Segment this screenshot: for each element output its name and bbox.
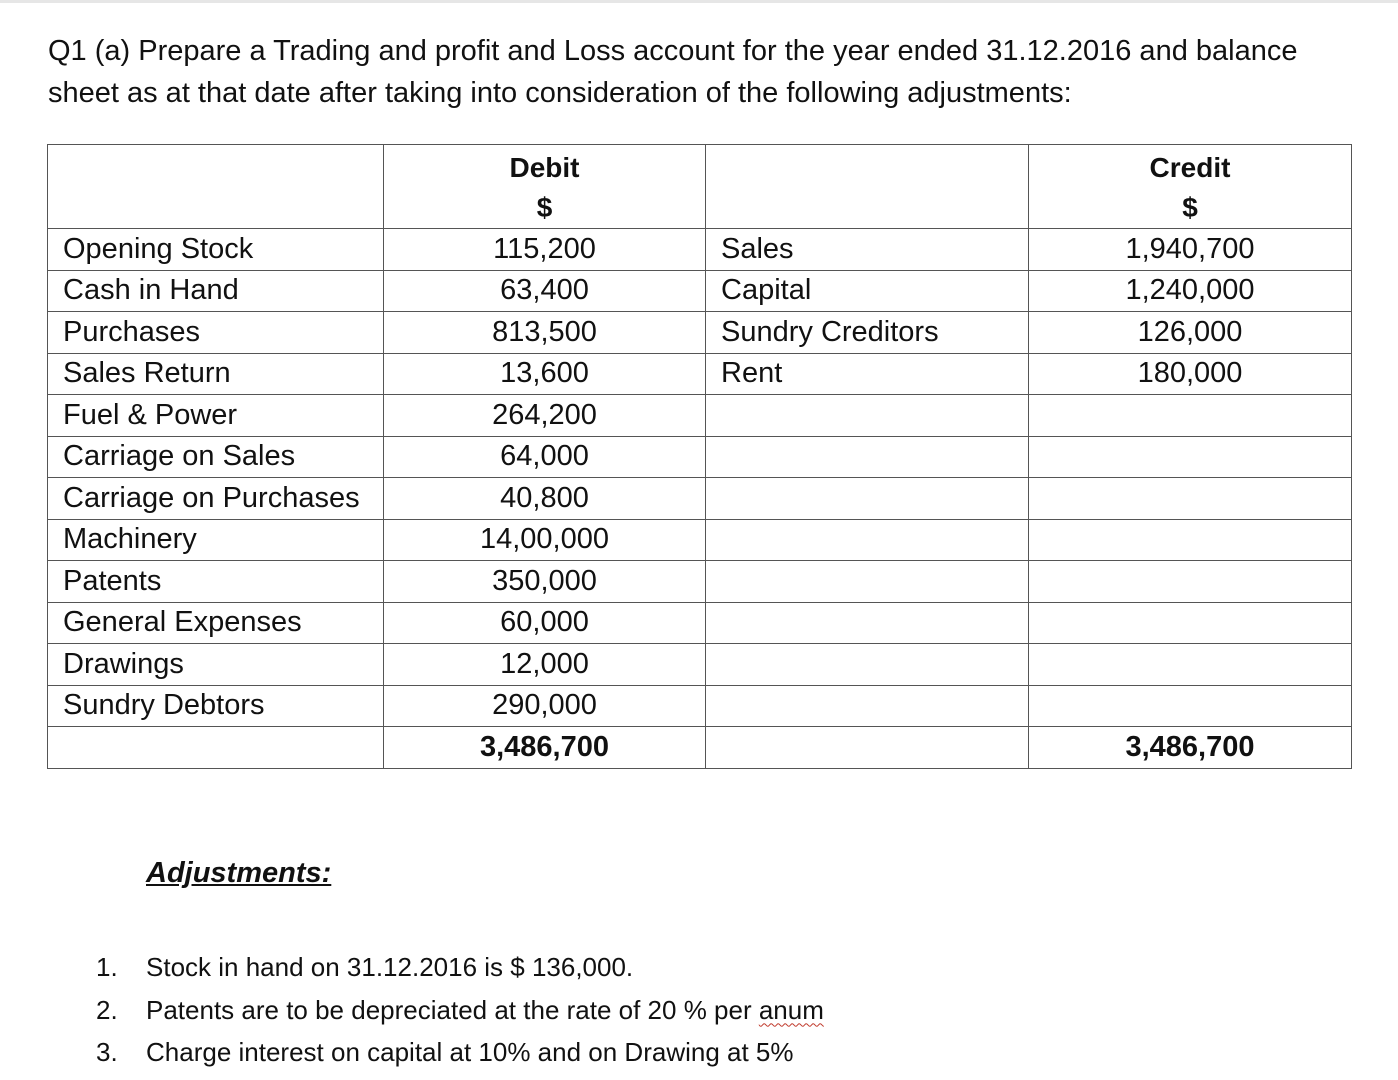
- debit-account-name: Patents: [48, 561, 384, 603]
- adjustment-item: [96, 989, 824, 1032]
- credit-account-name: [706, 685, 1029, 727]
- credit-amount: [1029, 478, 1352, 520]
- debit-account-name: Carriage on Purchases: [48, 478, 384, 520]
- adjustments-title: Adjustments:: [146, 857, 332, 889]
- credit-amount: [1029, 395, 1352, 437]
- debit-amount: 12,000: [384, 644, 706, 686]
- credit-account-name: [706, 478, 1029, 520]
- adjustment-number: 2.: [96, 994, 118, 1025]
- table-row: [48, 270, 1352, 312]
- total-blank-cell: [48, 727, 384, 769]
- table-row: [48, 353, 1352, 395]
- credit-amount: 1,240,000: [1029, 270, 1352, 312]
- total-row: [48, 727, 1352, 769]
- header-blank-cell: [48, 145, 384, 229]
- header-blank-cell: [706, 145, 1029, 229]
- debit-amount: 290,000: [384, 685, 706, 727]
- debit-account-name: Purchases: [48, 312, 384, 354]
- debit-amount: 63,400: [384, 270, 706, 312]
- table-row: [48, 602, 1352, 644]
- credit-account-name: [706, 436, 1029, 478]
- credit-account-name: Sales: [706, 229, 1029, 271]
- credit-amount: 126,000: [1029, 312, 1352, 354]
- adjustment-item: [96, 1031, 824, 1074]
- debit-currency: $: [536, 191, 553, 223]
- adjustment-number: 1.: [96, 952, 118, 982]
- debit-header: [384, 145, 706, 229]
- debit-amount: 64,000: [384, 436, 706, 478]
- credit-account-name: [706, 395, 1029, 437]
- debit-account-name: Sales Return: [48, 353, 384, 395]
- debit-amount: 264,200: [384, 395, 706, 437]
- credit-account-name: Rent: [706, 353, 1029, 395]
- debit-account-name: Sundry Debtors: [48, 685, 384, 727]
- table-row: [48, 519, 1352, 561]
- adjustment-text: Stock in hand on 31.12.2016 is $ 136,000.: [146, 952, 634, 982]
- table-row: [48, 478, 1352, 520]
- adjustments-list: [96, 946, 824, 1074]
- spellcheck-word: anum: [758, 994, 824, 1025]
- debit-total: 3,486,700: [384, 727, 706, 769]
- credit-account-name: Capital: [706, 270, 1029, 312]
- debit-amount: 813,500: [384, 312, 706, 354]
- debit-amount: 13,600: [384, 353, 706, 395]
- debit-account-name: Cash in Hand: [48, 270, 384, 312]
- credit-amount: 1,940,700: [1029, 229, 1352, 271]
- credit-account-name: [706, 561, 1029, 603]
- table-header-row: [48, 145, 1352, 229]
- debit-account-name: Opening Stock: [48, 229, 384, 271]
- table-row: [48, 312, 1352, 354]
- credit-header-label: Credit: [1149, 151, 1231, 183]
- credit-total: 3,486,700: [1029, 727, 1352, 769]
- adjustment-text-main: Patents are to be depreciated at the rate of 20 % per: [146, 994, 759, 1025]
- table-row: [48, 644, 1352, 686]
- credit-amount: [1029, 561, 1352, 603]
- credit-amount: [1029, 644, 1352, 686]
- debit-amount: 40,800: [384, 478, 706, 520]
- credit-amount: 180,000: [1029, 353, 1352, 395]
- credit-account-name: [706, 519, 1029, 561]
- debit-account-name: Drawings: [48, 644, 384, 686]
- debit-account-name: Machinery: [48, 519, 384, 561]
- question-text: Q1 (a) Prepare a Trading and profit and Loss account for the year ended 31.12.2016 and balance sheet as at that date after taking into consideration of the following adjustments:: [48, 35, 1298, 109]
- adjustment-number: 3.: [96, 1037, 118, 1067]
- table-row: [48, 685, 1352, 727]
- adjustment-item: [96, 946, 824, 989]
- credit-amount: [1029, 602, 1352, 644]
- debit-amount: 14,00,000: [384, 519, 706, 561]
- table-row: [48, 561, 1352, 603]
- credit-account-name: [706, 602, 1029, 644]
- debit-amount: 60,000: [384, 602, 706, 644]
- debit-account-name: Fuel & Power: [48, 395, 384, 437]
- table-row: [48, 395, 1352, 437]
- table-row: [48, 229, 1352, 271]
- debit-amount: 115,200: [384, 229, 706, 271]
- credit-header: [1029, 145, 1352, 229]
- adjustment-text: [146, 989, 824, 1032]
- adjustment-text: Charge interest on capital at 10% and on Drawing at 5%: [146, 1037, 794, 1067]
- credit-amount: [1029, 519, 1352, 561]
- credit-account-name: Sundry Creditors: [706, 312, 1029, 354]
- credit-amount: [1029, 436, 1352, 478]
- debit-amount: 350,000: [384, 561, 706, 603]
- total-blank-cell: [706, 727, 1029, 769]
- credit-account-name: [706, 644, 1029, 686]
- debit-account-name: General Expenses: [48, 602, 384, 644]
- credit-amount: [1029, 685, 1352, 727]
- debit-header-label: Debit: [509, 151, 580, 183]
- page-top-border: [0, 0, 1398, 3]
- debit-account-name: Carriage on Sales: [48, 436, 384, 478]
- table-row: [48, 436, 1352, 478]
- trial-balance-table: [47, 144, 1352, 769]
- credit-currency: $: [1182, 191, 1198, 223]
